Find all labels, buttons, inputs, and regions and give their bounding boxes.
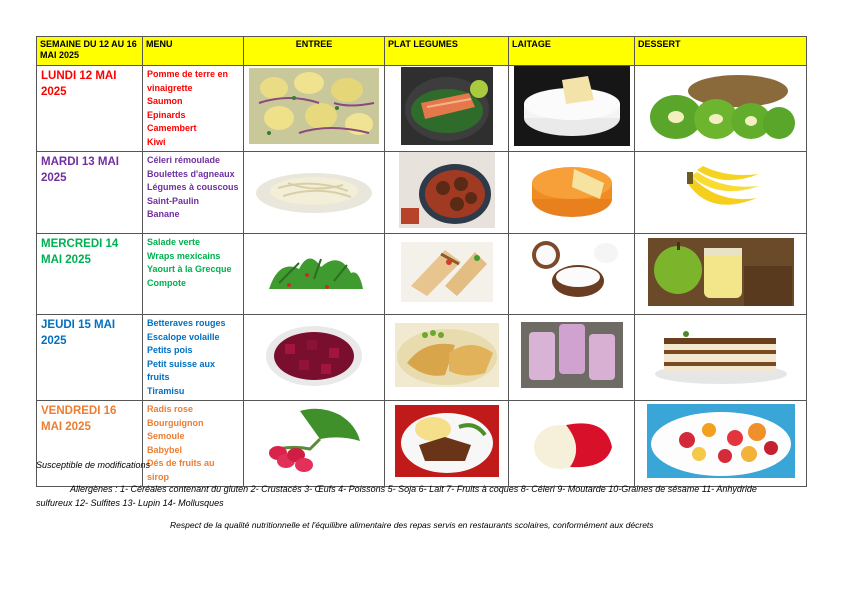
day-row-friday: [37, 401, 807, 487]
day-row-wednesday: [37, 234, 807, 315]
banana-image: [679, 162, 763, 218]
laitage-header: LAITAGE: [509, 37, 635, 66]
menu-header: MENU: [143, 37, 244, 66]
dessert-header: DESSERT: [635, 37, 807, 66]
menu-item: Compote: [147, 277, 186, 288]
day-row-thursday: [37, 315, 807, 401]
menu-item: Kiwi: [147, 136, 166, 147]
menu-item: Yaourt à la Grecque: [147, 264, 232, 274]
menu-item: Camembert: [147, 123, 197, 133]
day-label: MERCREDI 14 MAI 2025: [37, 234, 143, 315]
menu-item: Escalope volaille: [147, 331, 220, 342]
radish-image: [260, 405, 368, 477]
menu-item: Bourguignon: [147, 417, 204, 428]
menu-item: Pomme de terre en vinaigrette: [147, 69, 229, 93]
menu-item: Wraps mexicains: [147, 250, 221, 261]
day-label: VENDREDI 16 MAI 2025: [37, 401, 143, 487]
menu-items: [143, 315, 244, 401]
header-row: [37, 37, 807, 66]
mexican-wraps-image: [401, 242, 493, 302]
menu-item: Légumes à couscous: [147, 182, 239, 192]
week-header: SEMAINE DU 12 AU 16 MAI 2025: [37, 37, 143, 66]
menu-item: Radis rose: [147, 404, 194, 414]
salmon-spinach-image: [401, 67, 493, 145]
plat-header: PLAT LEGUMES: [385, 37, 509, 66]
menu-item: Epinards: [147, 109, 186, 120]
day-row-monday: [37, 66, 807, 152]
menu-item: Semoule: [147, 431, 185, 441]
menu-item: Dés de fruits au sirop: [147, 458, 215, 482]
tiramisu-image: [648, 324, 794, 386]
menu-items: [143, 152, 244, 234]
menu-item: Saumon: [147, 96, 183, 106]
menu-item: Céleri rémoulade: [147, 155, 221, 165]
camembert-image: [514, 66, 630, 146]
modification-note: Susceptible de modifications: [36, 460, 151, 470]
lamb-meatballs-image: [399, 152, 495, 228]
menu-items: [143, 66, 244, 152]
menu-table: [36, 36, 807, 487]
menu-item: Saint-Paulin: [147, 195, 200, 206]
day-label: JEUDI 15 MAI 2025: [37, 315, 143, 401]
menu-item: Babybel: [147, 444, 183, 455]
day-label: MARDI 13 MAI 2025: [37, 152, 143, 234]
chicken-peas-image: [395, 323, 499, 387]
saint-paulin-image: [524, 159, 620, 221]
petit-suisse-image: [521, 322, 623, 388]
kiwi-image: [646, 69, 796, 143]
menu-item: Salade verte: [147, 237, 201, 247]
menu-item: Boulettes d'agneaux: [147, 168, 235, 179]
menu-items: [143, 234, 244, 315]
potato-salad-image: [249, 68, 379, 144]
menu-item: Betteraves rouges: [147, 318, 226, 328]
nutrition-statement: Respect de la qualité nutritionnelle et l'équilibre alimentaire des repas servis en restaurants scolaires, conformément aux décrets: [170, 520, 654, 530]
fruit-dice-image: [647, 404, 795, 478]
menu-item: Tiramisu: [147, 385, 185, 396]
entree-header: ENTREE: [244, 37, 385, 66]
menu-items: [143, 401, 244, 487]
day-row-tuesday: [37, 152, 807, 234]
babybel-image: [526, 409, 618, 473]
menu-item: Banane: [147, 209, 180, 219]
green-salad-image: [259, 239, 369, 305]
menu-item: Petit suisse aux fruits: [147, 358, 216, 382]
greek-yogurt-image: [524, 241, 620, 303]
celery-remoulade-image: [253, 163, 375, 217]
beetroot-image: [263, 322, 365, 388]
bourguignon-image: [395, 405, 499, 477]
allergens-legend: Allergènes : 1- Céréales contenant du gluten 2- Crustacés 3- Œufs 4- Poissons 5- Soja 6- Lait 7- Fruits à coques 8- Céleri 9- Moutarde 10-Graines de sésame 11- Anhydride sulfureux 12- Sulfites 13- Lupin 14- Mollusques: [36, 484, 757, 508]
compote-image: [648, 238, 794, 306]
day-label: LUNDI 12 MAI 2025: [37, 66, 143, 152]
menu-item: Petits pois: [147, 345, 193, 355]
